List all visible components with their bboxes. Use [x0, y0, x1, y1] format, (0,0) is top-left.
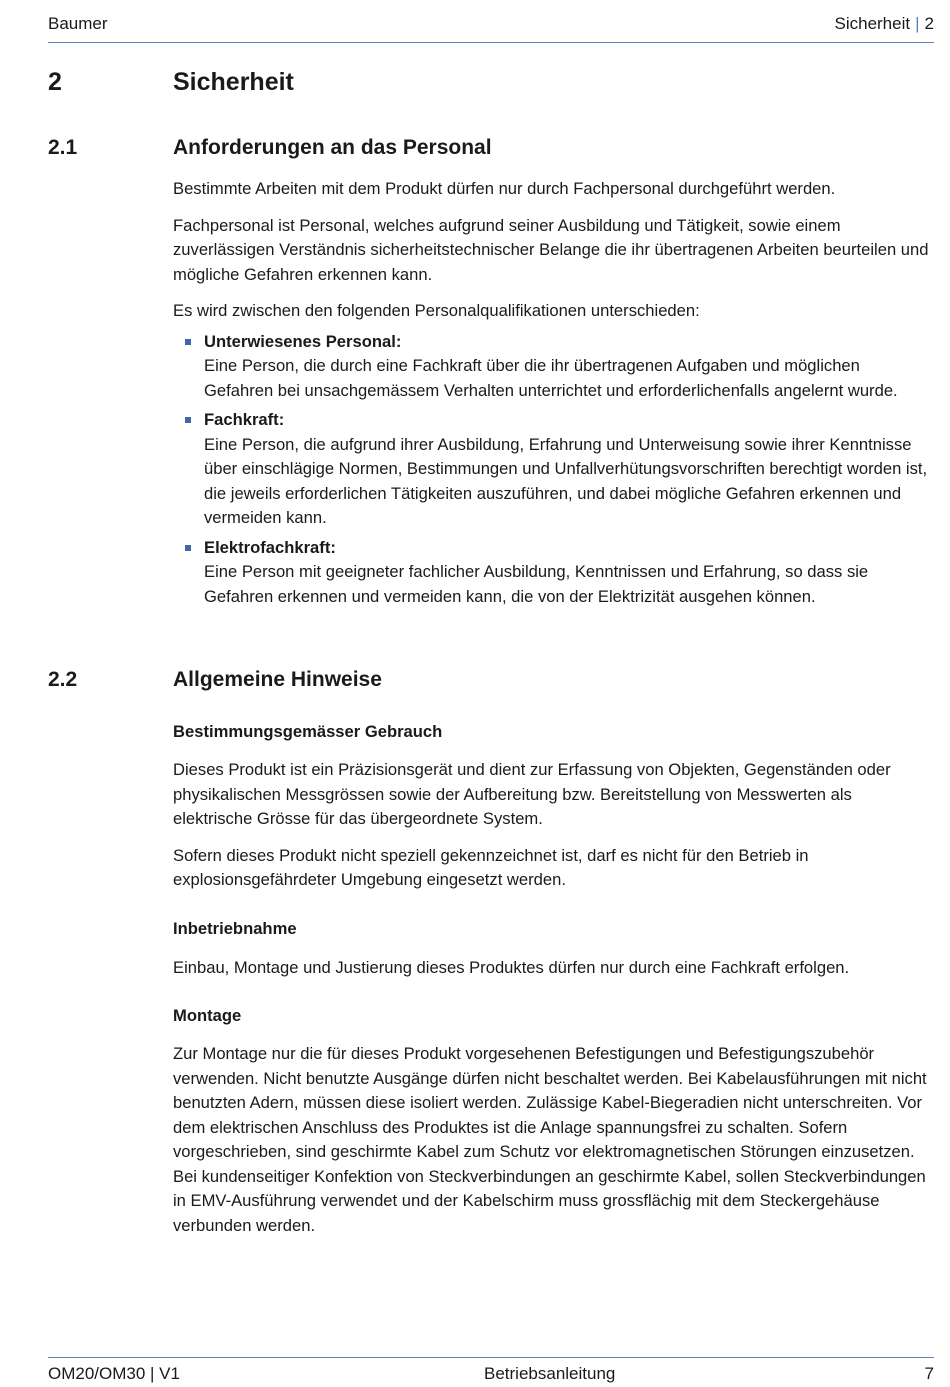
list-item-text: Eine Person, die durch eine Fachkraft über die ihr übertragenen Aufgaben und möglichen Gefahren bei unsachgemässem Verhalten unterrichtet und erforderlichenfalls angelernt wurde. [204, 356, 898, 400]
footer-page-number: 7 [924, 1364, 934, 1383]
section-2-1-body [173, 177, 931, 614]
chapter-number: 2 [48, 68, 62, 96]
footer-document-type: Betriebsanleitung [484, 1364, 616, 1383]
paragraph: Bestimmte Arbeiten mit dem Produkt dürfen nur durch Fachpersonal durchgeführt werden. [173, 179, 836, 198]
list-item-term: Elektrofachkraft: [204, 537, 336, 557]
page-header [48, 14, 934, 43]
section-title-2-1: Anforderungen an das Personal [173, 136, 492, 159]
header-brand: Baumer [48, 14, 108, 33]
list-item-term: Unterwiesenes Personal: [204, 331, 402, 351]
subsection-montage-body [173, 1042, 931, 1238]
paragraph: Dieses Produkt ist ein Präzisionsgerät und dient zur Erfassung von Objekten, Gegenständen oder physikalischen Messgrössen sowie der Aufbereitung bzw. Bereitstellung von Messwerten als elektrische Grösse für das übergeordnete System. [173, 760, 891, 828]
qualification-list [173, 330, 931, 610]
page-footer [48, 1357, 934, 1386]
header-separator: | [915, 14, 920, 33]
section-number-2-1: 2.1 [48, 136, 78, 159]
section-number-2-2: 2.2 [48, 668, 78, 691]
section-title-2-2: Allgemeine Hinweise [173, 668, 382, 691]
paragraph: Fachpersonal ist Personal, welches aufgrund seiner Ausbildung und Tätigkeit, sowie einem zuverlässigen Verständnis sicherheitstechnischer Belange die ihr übertragenen Arbeiten beurteilen und mögliche Gefahren erkennen kann. [173, 215, 929, 284]
list-item [173, 408, 931, 531]
subheading-montage: Montage [173, 1006, 242, 1025]
subsection-gebrauch-body [173, 758, 931, 893]
footer-document-id: OM20/OM30 | V1 [48, 1364, 180, 1383]
header-section [835, 14, 935, 34]
header-section-title: Sicherheit [834, 14, 911, 33]
subsection-inbetriebnahme-body [173, 956, 931, 981]
paragraph: Zur Montage nur die für dieses Produkt vorgesehenen Befestigungen und Befestigungszubehör verwenden. Nicht benutzte Ausgänge dürfen nicht beschaltet werden. Bei Kabelausführungen mit nicht benutzten Adern, müssen diese isoliert werden. Zulässige Kabel-Biegeradien nicht unterschreiten. Vor dem elektrischen Anschluss des Produktes ist die Anlage spannungsfrei zu schalten. Sofern vorgeschrieben, sind geschirmte Kabel zum Schutz vor elektromagnetischen Störungen einzusetzen. Bei kundenseitiger Konfektion von Steckverbindungen an geschirmte Kabel, sollen Steckverbindungen in EMV-Ausführung verwendet und der Kabelschirm muss grossflächig mit dem Steckergehäuse verbunden werden. [173, 1044, 927, 1235]
bullet-square-icon [185, 339, 191, 345]
list-item [173, 536, 931, 610]
subheading-inbetriebnahme: Inbetriebnahme [173, 919, 297, 938]
header-page-ref: 2 [924, 14, 934, 33]
list-item-text: Eine Person, die aufgrund ihrer Ausbildung, Erfahrung und Unterweisung sowie ihrer Kenntnisse über einschlägige Normen, Bestimmungen und Unfallverhütungsvorschriften berechtigt worden ist, die jeweils erforderlichen Tätigkeiten auszuführen, und dabei mögliche Gefahren erkennen und vermeiden kann. [204, 434, 928, 527]
paragraph: Es wird zwischen den folgenden Personalqualifikationen unterschieden: [173, 301, 700, 320]
bullet-square-icon [185, 417, 191, 423]
paragraph: Einbau, Montage und Justierung dieses Produktes dürfen nur durch eine Fachkraft erfolgen. [173, 958, 850, 977]
subheading-bestimmungsgemaesser-gebrauch: Bestimmungsgemässer Gebrauch [173, 722, 443, 741]
chapter-title: Sicherheit [173, 68, 294, 96]
bullet-square-icon [185, 545, 191, 551]
list-item-term: Fachkraft: [204, 410, 285, 429]
paragraph: Sofern dieses Produkt nicht speziell gekennzeichnet ist, darf es nicht für den Betrieb in explosionsgefährdeter Umgebung eingesetzt werden. [173, 845, 809, 889]
list-item-text: Eine Person mit geeigneter fachlicher Ausbildung, Kenntnissen und Erfahrung, so dass sie Gefahren erkennen und vermeiden kann, die von der Elektrizität ausgehen können. [204, 562, 869, 606]
list-item [173, 330, 931, 404]
